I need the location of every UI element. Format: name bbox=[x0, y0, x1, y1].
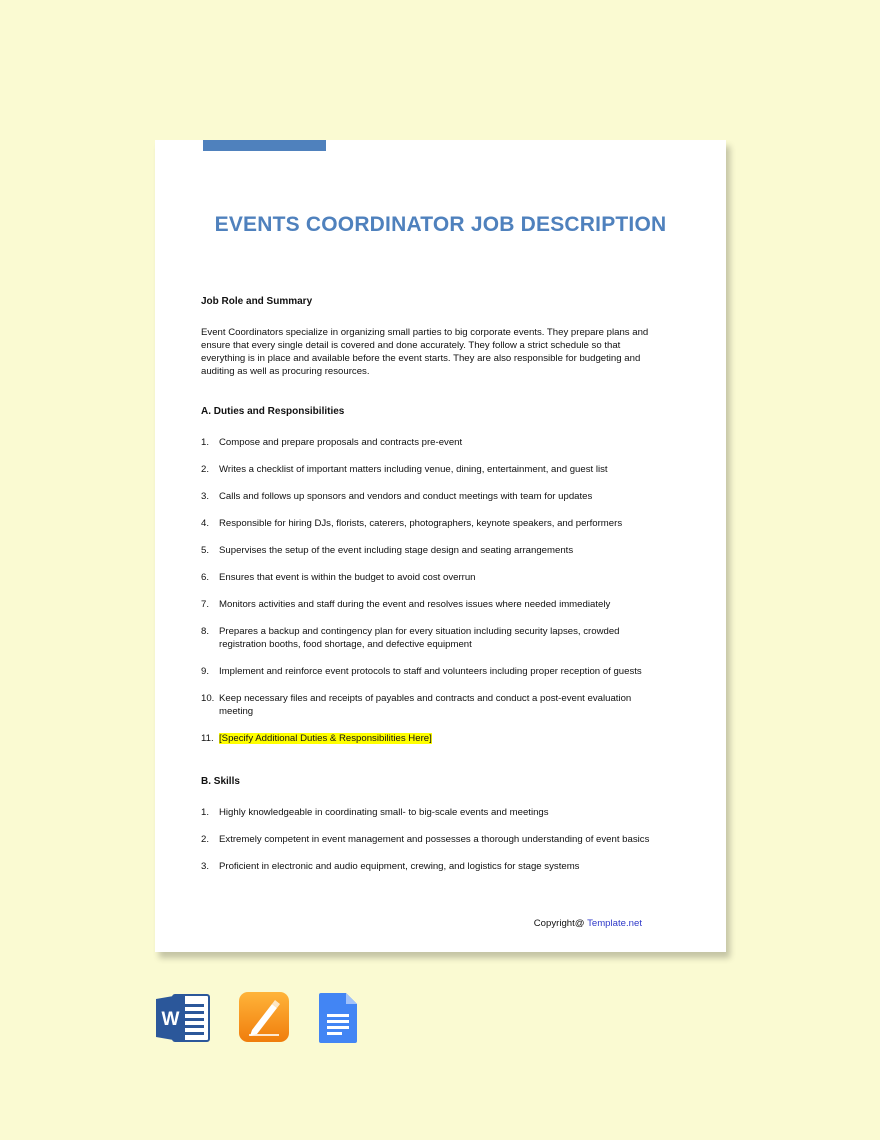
item-number: 9. bbox=[201, 666, 210, 677]
pages-icon[interactable] bbox=[239, 992, 289, 1042]
item-text: Implement and reinforce event protocols to staff and volunteers including proper reception of guests bbox=[219, 666, 642, 677]
list-item bbox=[201, 665, 656, 678]
google-docs-icon[interactable] bbox=[318, 992, 358, 1044]
list-item bbox=[201, 806, 656, 819]
summary-text: Event Coordinators specialize in organizing small parties to big corporate events. They prepare plans and ensure that every single detail is covered and done accurately. They follow a strict schedule so that everything is in place and available before the event starts. They are also responsible for budgeting and auditing as well as procuring resources. bbox=[201, 327, 649, 377]
item-number: 3. bbox=[201, 491, 210, 502]
duties-heading: A. Duties and Responsibilities bbox=[201, 406, 345, 417]
document-title: EVENTS COORDINATOR JOB DESCRIPTION bbox=[214, 213, 667, 236]
item-text: Highly knowledgeable in coordinating small- to big-scale events and meetings bbox=[219, 807, 549, 818]
item-number: 5. bbox=[201, 545, 210, 556]
list-item bbox=[201, 571, 656, 584]
item-number: 7. bbox=[201, 599, 210, 610]
document-body bbox=[201, 295, 656, 873]
list-item bbox=[201, 544, 656, 557]
list-item bbox=[201, 692, 656, 718]
list-item bbox=[201, 625, 656, 651]
item-text: Responsible for hiring DJs, florists, caterers, photographers, keynote speakers, and performers bbox=[219, 518, 623, 529]
list-item bbox=[201, 732, 656, 745]
document-page bbox=[155, 140, 726, 952]
copyright-brand-link[interactable]: Template.net bbox=[587, 918, 642, 929]
word-icon[interactable] bbox=[155, 992, 211, 1044]
item-text: Writes a checklist of important matters including venue, dining, entertainment, and guest list bbox=[219, 464, 608, 475]
item-text: Compose and prepare proposals and contracts pre-event bbox=[219, 437, 463, 448]
accent-bar bbox=[203, 140, 326, 151]
list-item bbox=[201, 490, 656, 503]
list-item bbox=[201, 517, 656, 530]
item-text: Proficient in electronic and audio equipment, crewing, and logistics for stage systems bbox=[219, 861, 580, 872]
list-item bbox=[201, 463, 656, 476]
skills-list bbox=[201, 806, 656, 873]
list-item bbox=[201, 860, 656, 873]
copyright-label: Copyright@ bbox=[533, 918, 585, 929]
item-text: Calls and follows up sponsors and vendors and conduct meetings with team for updates bbox=[219, 491, 593, 502]
item-number: 1. bbox=[201, 437, 210, 448]
item-number: 8. bbox=[201, 626, 210, 637]
placeholder-highlight[interactable]: [Specify Additional Duties & Responsibilities Here] bbox=[219, 733, 432, 744]
item-text: Supervises the setup of the event including stage design and seating arrangements bbox=[219, 545, 574, 556]
item-number: 4. bbox=[201, 518, 210, 529]
duties-list bbox=[201, 436, 656, 745]
item-number: 3. bbox=[201, 861, 210, 872]
item-text: Monitors activities and staff during the event and resolves issues where needed immediately bbox=[219, 599, 611, 610]
item-text: Extremely competent in event management and possesses a thorough understanding of event basics bbox=[219, 834, 650, 845]
item-number: 11. bbox=[201, 733, 214, 744]
item-text: Keep necessary files and receipts of payables and contracts and conduct a post-event evaluation meeting bbox=[219, 693, 632, 717]
item-text: Prepares a backup and contingency plan for every situation including security lapses, crowded registration booths, food shortage, and defective equipment bbox=[219, 626, 620, 650]
summary-heading: Job Role and Summary bbox=[201, 296, 313, 307]
copyright-line bbox=[534, 918, 642, 929]
list-item bbox=[201, 598, 656, 611]
svg-text:W: W bbox=[161, 1009, 180, 1030]
skills-heading: B. Skills bbox=[201, 776, 240, 787]
item-number: 6. bbox=[201, 572, 210, 583]
list-item bbox=[201, 833, 656, 846]
item-text: Ensures that event is within the budget to avoid cost overrun bbox=[219, 572, 476, 583]
item-number: 10. bbox=[201, 693, 215, 704]
list-item bbox=[201, 436, 656, 449]
item-number: 2. bbox=[201, 464, 210, 475]
item-number: 1. bbox=[201, 807, 210, 818]
item-number: 2. bbox=[201, 834, 210, 845]
